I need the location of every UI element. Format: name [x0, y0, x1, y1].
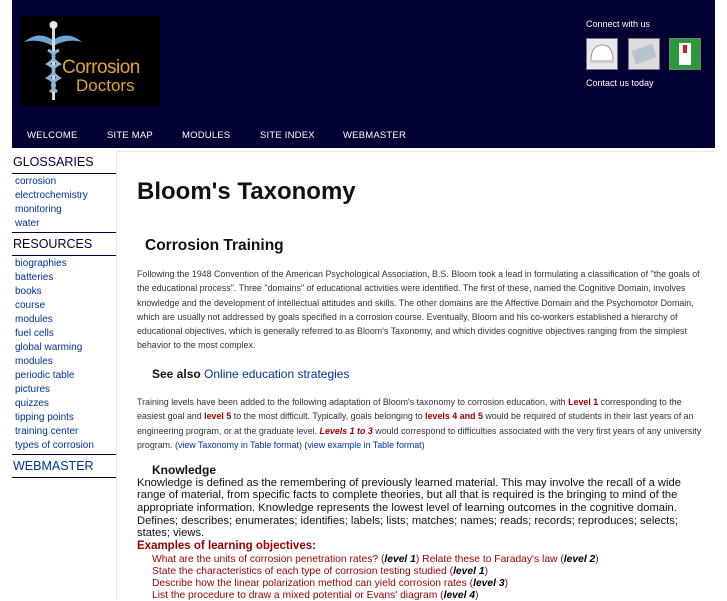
example-3 [152, 578, 508, 589]
see-also [152, 367, 349, 381]
tl-text-6: ) ( [298, 439, 308, 450]
nav-welcome[interactable]: WELCOME [27, 130, 78, 141]
tl-text-4: would be required of students in their last years of an engineering program, or at the graduate level. [137, 411, 694, 436]
examples-heading: Examples of learning objectives: [137, 540, 316, 552]
ex3-text-2: ) [504, 578, 509, 589]
connect-label: Connect with us [586, 19, 651, 29]
top-nav [12, 124, 715, 148]
contact-label[interactable]: Contact us today [586, 78, 654, 88]
tl-levels13: Levels 1 to 3 [319, 425, 373, 436]
ex3-text: Describe how the linear polarization method can yield corrosion rates ( [152, 578, 474, 589]
sidebar-item-course[interactable]: course [15, 300, 46, 311]
example-1 [152, 554, 599, 565]
ex1-text-3: ) [595, 554, 599, 565]
sidebar-heading-resources: RESOURCES [13, 237, 93, 251]
sidebar-item-fuel-cells[interactable]: fuel cells [15, 328, 54, 339]
tl-text-2: corresponding to the easiest goal and [137, 397, 682, 422]
helmet-icon[interactable] [586, 38, 618, 70]
ex1-text-2: ) Relate these to Faraday's law ( [415, 554, 564, 565]
sidebar-item-training-center[interactable]: training center [15, 426, 79, 437]
sidebar-heading-glossaries: GLOSSARIES [13, 155, 94, 169]
ex2-level: level 1 [453, 566, 485, 577]
ex3-level: level 3 [473, 578, 505, 589]
sidebar-item-global-warming[interactable]: global warming [15, 342, 83, 353]
sidebar-item-batteries[interactable]: batteries [15, 272, 54, 283]
sidebar [12, 152, 116, 479]
page-title: Bloom's Taxonomy [137, 178, 356, 205]
sidebar-item-periodic-table[interactable]: periodic table [15, 370, 75, 381]
sidebar-separator [12, 232, 116, 233]
tl-level5: level 5 [204, 411, 232, 422]
example-4 [152, 590, 479, 601]
sidebar-divider [116, 152, 117, 600]
see-also-label: See also [152, 367, 201, 381]
knowledge-heading: Knowledge [152, 463, 217, 477]
sidebar-separator [12, 173, 116, 174]
sidebar-item-water[interactable]: water [15, 218, 40, 229]
sidebar-item-pictures[interactable]: pictures [15, 384, 51, 395]
ex4-text-2: ) [475, 590, 479, 601]
sidebar-item-tipping-points[interactable]: tipping points [15, 412, 74, 423]
ex1-level: level 1 [384, 554, 416, 565]
sidebar-item-books[interactable]: books [15, 286, 42, 297]
sidebar-separator [12, 454, 116, 455]
sidebar-item-monitoring[interactable]: monitoring [15, 204, 62, 215]
page-subtitle: Corrosion Training [145, 237, 284, 254]
logo-text-line1: Corrosion [62, 57, 140, 78]
ex4-text: List the procedure to draw a mixed potential or Evans' diagram ( [152, 590, 444, 601]
training-levels-paragraph [137, 395, 703, 452]
logo[interactable] [20, 16, 160, 106]
site-header [12, 0, 715, 124]
sidebar-item-corrosion[interactable]: corrosion [15, 176, 57, 187]
sidebar-item-modules-2[interactable]: modules [15, 356, 53, 367]
ex4-level: level 4 [443, 590, 476, 601]
nav-modules[interactable]: MODULES [182, 130, 231, 141]
tl-text-3: to the most difficult. Typically, goals belonging to [231, 411, 426, 422]
sitemap-icon[interactable] [628, 38, 660, 70]
tl-level1: Level 1 [568, 397, 599, 407]
ex1-text: What are the units of corrosion penetration rates? ( [152, 554, 385, 565]
ex2-text-2: ) [484, 566, 488, 577]
email-icon[interactable] [669, 38, 701, 70]
sidebar-item-biographies[interactable]: biographies [15, 258, 67, 269]
example-2 [152, 566, 488, 577]
content-divider [117, 151, 715, 152]
view-taxonomy-link[interactable]: view Taxonomy in Table format [177, 439, 299, 450]
sidebar-item-types-of-corrosion[interactable]: types of corrosion [15, 440, 94, 451]
sidebar-separator [12, 477, 116, 478]
sidebar-item-modules[interactable]: modules [15, 314, 53, 325]
logo-text-line2: Doctors [76, 76, 135, 95]
nav-webmaster[interactable]: WEBMASTER [343, 130, 407, 141]
nav-site-index[interactable]: SITE INDEX [260, 130, 315, 141]
sidebar-item-quizzes[interactable]: quizzes [15, 398, 49, 409]
sidebar-item-electrochemistry[interactable]: electrochemistry [15, 190, 88, 201]
tl-text-5: would correspond to difficulties associated with the very first years of any university program. ( [137, 425, 702, 450]
nav-site-map[interactable]: SITE MAP [107, 130, 153, 141]
tl-text-7: ) [421, 439, 425, 450]
see-also-link[interactable]: Online education strategies [204, 367, 350, 381]
sidebar-heading-webmaster[interactable]: WEBMASTER [13, 459, 94, 473]
tl-text-1: Training levels have been added to the following adaptation of Bloom's taxonomy to corrosion education, with [137, 397, 569, 407]
ex2-text: State the characteristics of each type of corrosion testing studied ( [152, 566, 454, 577]
knowledge-verbs: Defines; describes; enumerates; identifies; labels; lists; matches; names; reads; records; reproduces; selects; states; views. [137, 515, 678, 540]
knowledge-paragraph: Knowledge is defined as the remembering of previously learned material. This may involve the recall of a wide range of material, from specific facts to complete theories, but all that is required is the bringing to mind of the appropriate information. Knowledge represents the lowest level of learning outcomes in the cognitive domain. [137, 477, 681, 514]
sidebar-separator [12, 255, 116, 256]
tl-levels45: levels 4 and 5 [425, 411, 483, 422]
ex1-level-2: level 2 [563, 554, 596, 565]
view-example-link[interactable]: view example in Table format [307, 439, 422, 450]
intro-paragraph: Following the 1948 Convention of the American Psychological Association, B.S. Bloom took a lead in formulating a classification of "the goals of the educational process". Three "domains" of educational activities were identified. The first of these, named the Cognitive Domain, involves knowledge and the development of intellectual attitudes and skills. The other domains are the Affective Domain and the Psychomotor Domain, which are usually not addressed by goals specified in a corrosion course. Eventually, Bloom and his co-workers established a hierarchy of educational objectives, which is generally referred to as Bloom's Taxonomy, and which divides cognitive objectives ranging from the simplest behavior to the most complex. [137, 269, 700, 351]
